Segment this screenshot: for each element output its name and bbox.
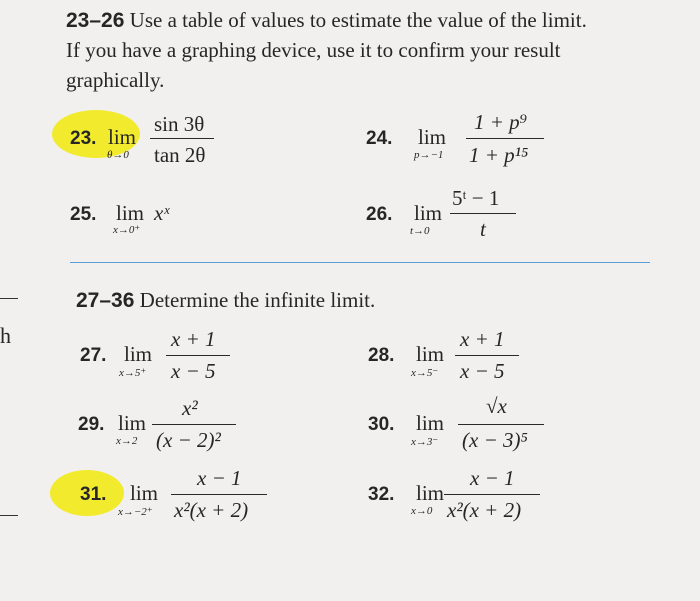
- problem-27-fraction-bar: [166, 355, 230, 356]
- problem-24-fraction-bar: [466, 138, 544, 139]
- problem-23-fraction-bar: [150, 138, 214, 139]
- problem-23-number: 23.: [70, 128, 97, 149]
- problem-30-fraction-bar: [458, 424, 544, 425]
- problem-29-denominator: (x − 2)²: [156, 428, 221, 452]
- problem-28-sub: x→5⁻: [411, 367, 439, 379]
- problem-26-numerator: 5ᵗ − 1: [452, 186, 500, 210]
- problem-30-numerator: √x: [486, 394, 507, 418]
- problem-26-sub: t→0: [410, 225, 430, 237]
- problem-27-number: 27.: [80, 345, 107, 366]
- problem-31-fraction-bar: [171, 494, 267, 495]
- problem-26-lim: lim: [414, 201, 443, 225]
- problem-26-denominator: t: [480, 217, 486, 241]
- problem-29-lim: lim: [118, 411, 147, 435]
- problem-29-number: 29.: [78, 414, 105, 435]
- problem-32-number: 32.: [368, 484, 395, 505]
- problem-30-lim: lim: [416, 411, 445, 435]
- section1-instruction-line3: graphically.: [66, 68, 165, 92]
- problem-24-numerator: 1 + p⁹: [474, 110, 527, 134]
- problem-28-denominator: x − 5: [460, 359, 505, 383]
- problem-26-fraction-bar: [450, 213, 516, 214]
- section1-number: 23–26: [66, 9, 125, 32]
- problem-27-denominator: x − 5: [171, 359, 216, 383]
- margin-dash-bottom: [0, 515, 18, 516]
- problem-23-lim: lim: [108, 125, 137, 149]
- problem-30-sub: x→3⁻: [411, 436, 439, 448]
- problem-32-fraction-bar: [444, 494, 540, 495]
- problem-28-lim: lim: [416, 342, 445, 366]
- section1-text-line1: Use a table of values to estimate the value of the limit.: [129, 8, 587, 32]
- problem-30-number: 30.: [368, 414, 395, 435]
- problem-28-number: 28.: [368, 345, 395, 366]
- problem-25-expression: xˣ: [154, 201, 170, 225]
- problem-23-denominator: tan 2θ: [154, 143, 206, 167]
- problem-24-sub: p→−1: [414, 149, 444, 161]
- section-divider: [70, 262, 650, 263]
- problem-29-fraction-bar: [152, 424, 236, 425]
- problem-29-sub: x→2: [116, 435, 138, 447]
- problem-29-numerator: x²: [182, 396, 198, 420]
- problem-28-fraction-bar: [455, 355, 519, 356]
- section2-number: 27–36: [76, 289, 135, 312]
- margin-dash-top: [0, 298, 18, 299]
- problem-23-numerator: sin 3θ: [154, 112, 205, 136]
- section1-instruction-line2: If you have a graphing device, use it to confirm your result: [66, 38, 561, 62]
- problem-31-numerator: x − 1: [197, 466, 242, 490]
- problem-31-denominator: x²(x + 2): [174, 498, 249, 522]
- problem-31-sub: x→−2⁺: [118, 506, 153, 518]
- problem-28-numerator: x + 1: [460, 327, 505, 351]
- problem-23-sub: θ→0: [107, 149, 129, 161]
- problem-32-denominator: x²(x + 2): [447, 498, 522, 522]
- problem-24-lim: lim: [418, 125, 447, 149]
- problem-32-numerator: x − 1: [470, 466, 515, 490]
- problem-32-sub: x→0: [411, 505, 433, 517]
- problem-24-number: 24.: [366, 128, 393, 149]
- problem-31-number: 31.: [80, 484, 107, 505]
- problem-25-sub: x→0⁺: [113, 224, 141, 236]
- problem-27-sub: x→5⁺: [119, 367, 147, 379]
- problem-27-lim: lim: [124, 342, 153, 366]
- problem-26-number: 26.: [366, 204, 393, 225]
- problem-25-lim: lim: [116, 201, 145, 225]
- section2-text: Determine the infinite limit.: [139, 288, 376, 312]
- problem-24-denominator: 1 + p¹⁵: [469, 143, 529, 167]
- problem-27-numerator: x + 1: [171, 327, 216, 351]
- section2-instruction: [76, 288, 375, 313]
- problem-31-lim: lim: [130, 481, 159, 505]
- margin-letter: h: [0, 323, 11, 348]
- problem-30-denominator: (x − 3)⁵: [462, 428, 528, 452]
- section1-instruction-line1: [66, 8, 587, 33]
- problem-25-number: 25.: [70, 204, 97, 225]
- problem-32-lim: lim: [416, 481, 445, 505]
